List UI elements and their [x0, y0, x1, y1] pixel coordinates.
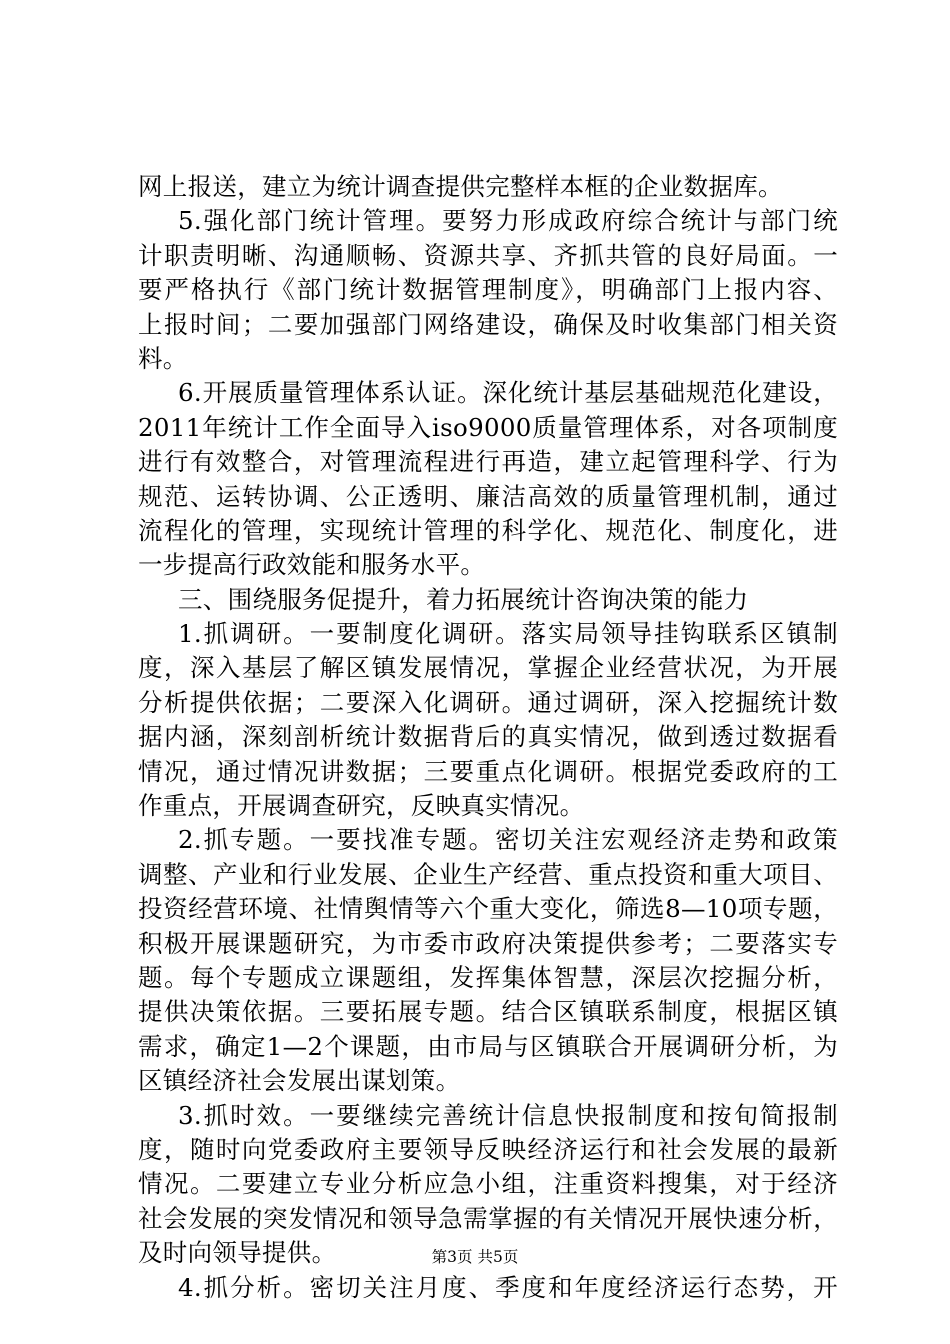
text-line: 5.强化部门统计管理。要努力形成政府综合统计与部门统: [178, 206, 838, 236]
text-line: 1.抓调研。一要制度化调研。落实局领导挂钩联系区镇制: [178, 619, 838, 649]
page-footer: [0, 1247, 950, 1267]
text-line: 3.抓时效。一要继续完善统计信息快报制度和按旬简报制: [178, 1100, 838, 1130]
document-body: [138, 170, 838, 1305]
text-line: 进行有效整合，对管理流程进行再造，建立起管理科学、行为: [138, 447, 838, 477]
text-line: 要严格执行《部门统计数据管理制度》，明确部门上报内容、: [138, 275, 838, 305]
text-line: 6.开展质量管理体系认证。深化统计基层基础规范化建设，: [178, 378, 838, 408]
text-line: 据内涵，深刻剖析统计数据背后的真实情况，做到透过数据看: [138, 722, 838, 752]
text-line: 4.抓分析。密切关注月度、季度和年度经济运行态势，开: [178, 1272, 838, 1302]
text-line: 区镇经济社会发展出谋划策。: [138, 1066, 461, 1096]
text-line: 度，深入基层了解区镇发展情况，掌握企业经营状况，为开展: [138, 653, 838, 683]
text-line: 提供决策依据。三要拓展专题。结合区镇联系制度，根据区镇: [138, 997, 838, 1027]
text-line: 上报时间；二要加强部门网络建设，确保及时收集部门相关资: [138, 309, 838, 339]
text-line: 计职责明晰、沟通顺畅、资源共享、齐抓共管的良好局面。一: [138, 240, 838, 270]
text-line: 及时向领导提供。: [138, 1238, 337, 1268]
text-line: 2.抓专题。一要找准专题。密切关注宏观经济走势和政策: [178, 825, 838, 855]
text-line: 流程化的管理，实现统计管理的科学化、规范化、制度化，进: [138, 515, 838, 545]
text-line: 情况，通过情况讲数据；三要重点化调研。根据党委政府的工: [138, 756, 838, 786]
text-line: 度，随时向党委政府主要领导反映经济运行和社会发展的最新: [138, 1134, 838, 1164]
text-line: 调整、产业和行业发展、企业生产经营、重点投资和重大项目、: [138, 859, 838, 889]
section-heading: 三、围绕服务促提升，着力拓展统计咨询决策的能力: [178, 584, 749, 614]
text-line: 积极开展课题研究，为市委市政府决策提供参考；二要落实专: [138, 928, 838, 958]
text-line: 分析提供依据；二要深入化调研。通过调研，深入挖掘统计数: [138, 687, 838, 717]
page-number-label: 第3页 共5页: [431, 1248, 519, 1266]
text-line: 一步提高行政效能和服务水平。: [138, 550, 486, 580]
text-line: 需求，确定1—2个课题，由市局与区镇联合开展调研分析，为: [138, 1031, 838, 1061]
text-line: 作重点，开展调查研究，反映真实情况。: [138, 791, 585, 821]
text-line: 投资经营环境、社情舆情等六个重大变化，筛选8—10项专题，: [138, 894, 838, 924]
text-line: 情况。二要建立专业分析应急小组，注重资料搜集，对于经济: [138, 1169, 838, 1199]
text-line: 社会发展的突发情况和领导急需掌握的有关情况开展快速分析，: [138, 1203, 838, 1233]
text-line: 规范、运转协调、公正透明、廉洁高效的质量管理机制，通过: [138, 481, 838, 511]
text-line: 2011年统计工作全面导入iso9000质量管理体系，对各项制度: [138, 412, 838, 442]
text-line: 料。: [138, 343, 188, 373]
text-line: 网上报送，建立为统计调查提供完整样本框的企业数据库。: [138, 172, 783, 201]
text-line: 题。每个专题成立课题组，发挥集体智慧，深层次挖掘分析，: [138, 962, 838, 992]
